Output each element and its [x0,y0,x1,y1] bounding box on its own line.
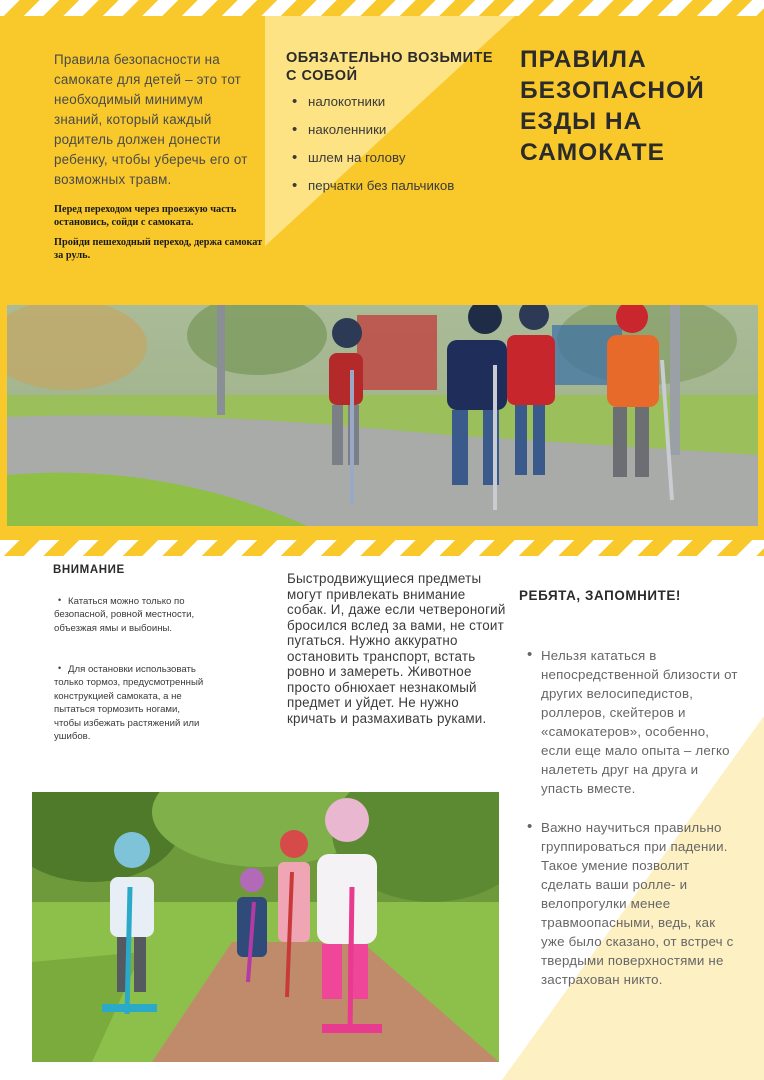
list-item: • наколенники [292,120,454,148]
bullet: • [58,595,62,605]
remember-item-1: Нельзя кататься в непосредственной близости от других велосипедистов, роллеров, скейтеров и «самокатеров», особенно, если еще мало опыта – легко налететь друг на друга и упасть вместе. [541,648,738,796]
list-item: • налокотники [292,92,454,120]
kids-scooters-photo [7,305,758,526]
main-title: ПРАВИЛА БЕЗОПАСНОЙ ЕЗДЫ НА САМОКАТЕ [520,46,705,166]
list-item: • перчатки без пальчиков [292,176,454,204]
dogs-paragraph: Быстродвижущиеся предметы могут привлекать внимание собак. И, даже если четвероногий бросился вслед за вами, не стоит пугаться. Нужно аккуратно остановить транспорт, встать ровно и замереть. Животное просто обнюхает незнакомый предмет и уйдет. Не нужно кричать и размахивать руками. [287,571,506,726]
bullet: • [527,818,533,835]
list-item: • шлем на голову [292,148,454,176]
crossing-note-1: Перед переходом через проезжую часть остановись, сойди с самоката. [54,204,237,228]
middle-stripe-border [0,540,764,556]
crossing-note-2: Пройди пешеходный переход, держа самокат за руль. [54,237,263,261]
attention-item-2: Для остановки использовать только тормоз, предусмотренный конструкцией самоката, а не пытаться тормозить ногами, чтобы избежать растяжений или ушибов. [54,664,204,743]
remember-item-2: Важно научиться правильно группироваться при падении. Такое умение позволит сделать ваши ролле- и велопрогулки менее травмоопасными, ведь, как уже было сказано, от встреч с твердыми поверхностями не застрахован никто. [541,820,734,987]
top-stripe-border [0,0,764,16]
intro-paragraph: Правила безопасности на самокате для детей – это тот необходимый минимум знаний, который каждый родитель должен донести ребенку, чтобы уберечь его от возможных травм. [54,52,248,187]
remember-heading: РЕБЯТА, ЗАПОМНИТЕ! [519,588,681,603]
take-along-list [292,92,454,204]
take-along-heading: ОБЯЗАТЕЛЬНО ВОЗЬМИТЕ С СОБОЙ [286,50,494,84]
toddlers-scooters-photo [32,792,499,1062]
bullet: • [527,646,533,663]
bullet: • [58,663,62,673]
attention-heading: ВНИМАНИЕ [53,564,125,576]
attention-item-1: Кататься можно только по безопасной, ровной местности, объезжая ямы и выбоины. [54,596,195,634]
